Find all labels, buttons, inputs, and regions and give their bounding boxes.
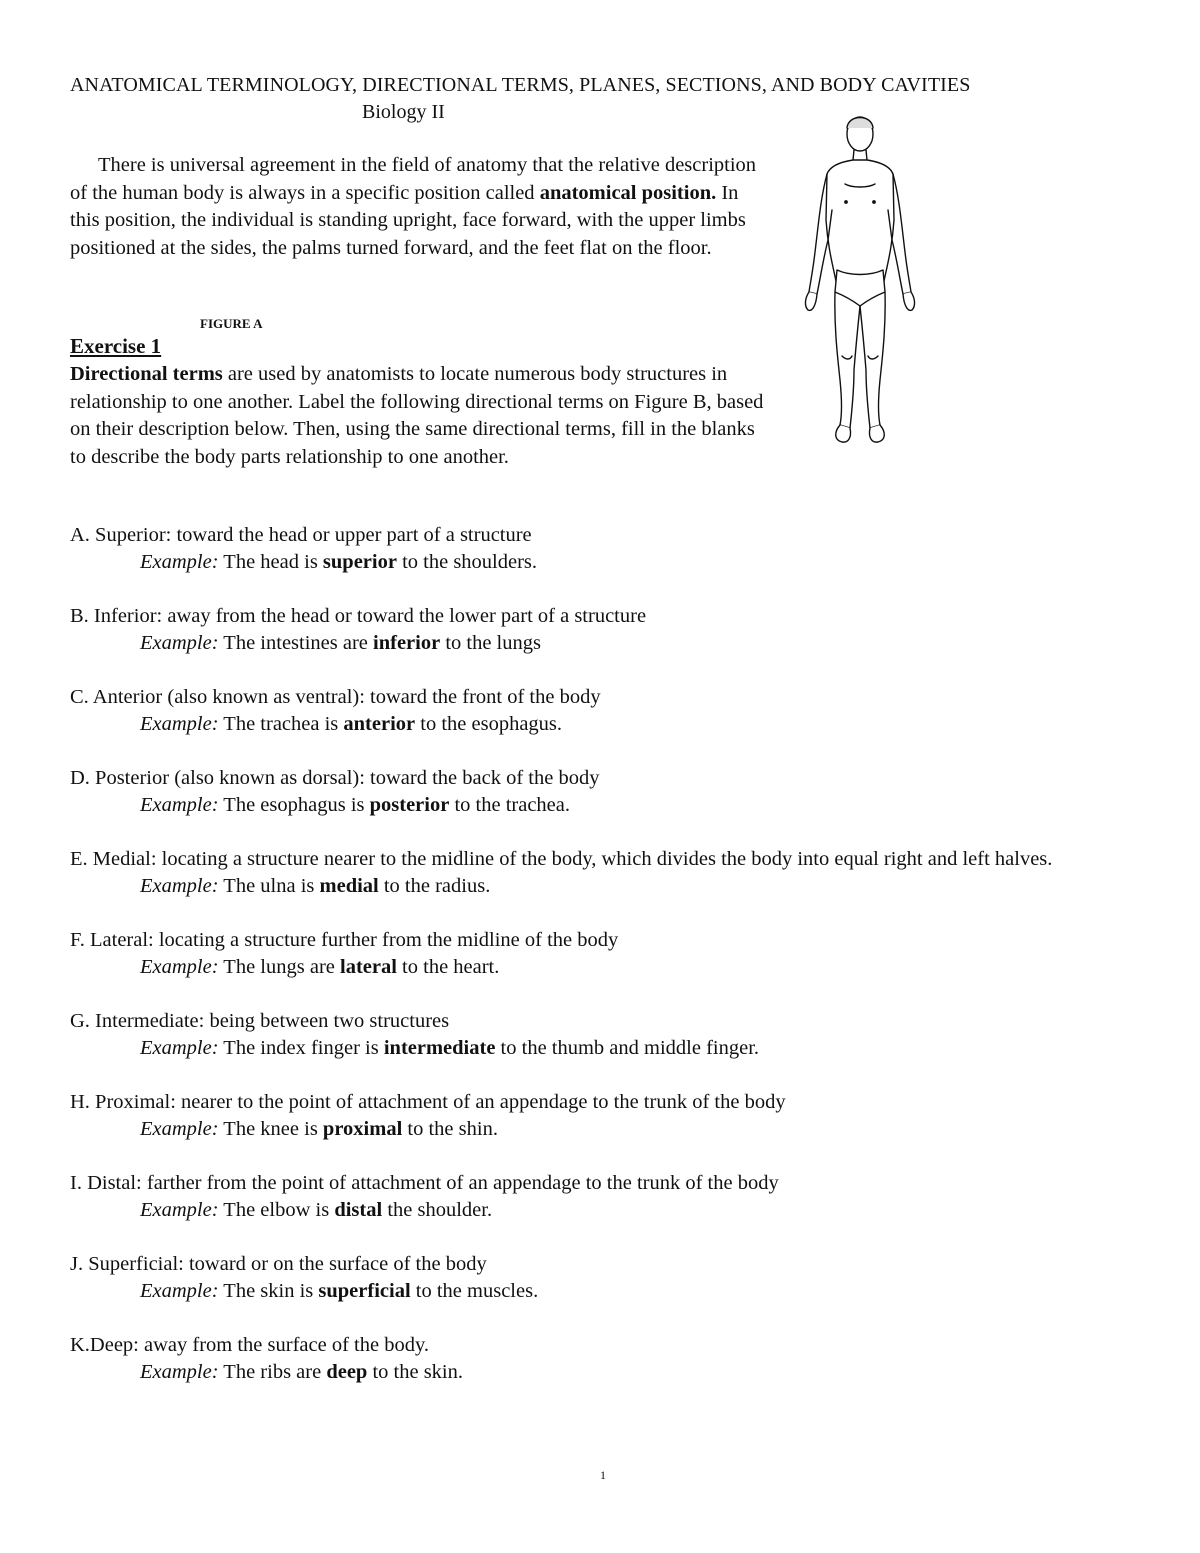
intro-text-2: In this position, the individual is standing upright, face forward, with the upper limbs positioned at the sides, the palms turned forward, and the feet flat on the floor.	[70, 181, 746, 259]
example-label: Example:	[140, 875, 219, 897]
figure-label: FIGURE A	[200, 316, 263, 331]
example-text-post: to the heart.	[396, 956, 500, 978]
example-text-post: to the shin.	[402, 1118, 498, 1140]
term-item	[70, 522, 1140, 576]
example-label: Example:	[140, 1118, 219, 1140]
example-label: Example:	[140, 1361, 219, 1383]
term-example	[70, 873, 1140, 900]
term-item	[70, 1170, 1140, 1224]
example-text-post: to the muscles.	[410, 1280, 539, 1302]
intro-text-1: There is universal agreement in the field of anatomy that the relative description of the human body is always in a specific position called	[70, 154, 757, 204]
example-bold-term: distal	[334, 1199, 383, 1221]
exercise-title: Exercise 1	[70, 334, 162, 358]
example-bold-term: medial	[319, 875, 379, 897]
example-bold-term: lateral	[340, 956, 397, 978]
term-definition: H. Proximal: nearer to the point of attachment of an appendage to the trunk of the body	[70, 1091, 786, 1113]
example-text-post: to the shoulders.	[396, 551, 538, 573]
example-label: Example:	[140, 1037, 219, 1059]
anatomical-position-figure	[790, 110, 930, 450]
example-bold-term: proximal	[322, 1118, 403, 1140]
example-text-pre: The lungs are	[218, 956, 340, 978]
term-example	[70, 630, 1140, 657]
term-example	[70, 1278, 1140, 1305]
term-definition: I. Distal: farther from the point of attachment of an appendage to the trunk of the body	[70, 1172, 779, 1194]
example-text-pre: The knee is	[218, 1118, 323, 1140]
term-item	[70, 684, 1140, 738]
term-item	[70, 765, 1140, 819]
example-text-post: to the skin.	[367, 1361, 463, 1383]
example-label: Example:	[140, 794, 219, 816]
example-bold-term: deep	[326, 1361, 368, 1383]
term-definition: C. Anterior (also known as ventral): toward the front of the body	[70, 686, 601, 708]
term-example	[70, 1035, 1140, 1062]
term-example	[70, 954, 1140, 981]
example-label: Example:	[140, 713, 219, 735]
term-item	[70, 1251, 1140, 1305]
example-bold-term: superior	[322, 551, 397, 573]
document-subtitle: Biology II	[362, 101, 445, 123]
intro-paragraph	[70, 152, 770, 262]
page-number: 1	[600, 1468, 606, 1482]
term-definition: B. Inferior: away from the head or toward the lower part of a structure	[70, 605, 647, 627]
example-bold-term: anterior	[343, 713, 416, 735]
term-example	[70, 792, 1140, 819]
term-item	[70, 1332, 1140, 1386]
example-text-pre: The trachea is	[218, 713, 344, 735]
example-text-pre: The intestines are	[218, 632, 374, 654]
intro-bold-term: anatomical position.	[539, 181, 717, 204]
exercise-instructions	[70, 361, 770, 471]
term-item	[70, 927, 1140, 981]
example-bold-term: inferior	[373, 632, 441, 654]
term-definition: J. Superficial: toward or on the surface of the body	[70, 1253, 487, 1275]
example-label: Example:	[140, 956, 219, 978]
term-definition: F. Lateral: locating a structure further from the midline of the body	[70, 929, 619, 951]
term-example	[70, 711, 1140, 738]
term-definition: E. Medial: locating a structure nearer to the midline of the body, which divides the body into equal right and left halves.	[70, 848, 1053, 870]
example-text-post: to the lungs	[440, 632, 541, 654]
example-text-post: to the esophagus.	[415, 713, 563, 735]
example-text-post: to the thumb and middle finger.	[495, 1037, 760, 1059]
term-item	[70, 1008, 1140, 1062]
term-example	[70, 1197, 1140, 1224]
term-definition: K.Deep: away from the surface of the body.	[70, 1334, 429, 1356]
example-text-post: the shoulder.	[382, 1199, 493, 1221]
example-text-pre: The head is	[218, 551, 323, 573]
example-text-pre: The index finger is	[218, 1037, 384, 1059]
example-label: Example:	[140, 1280, 219, 1302]
example-text-pre: The ribs are	[218, 1361, 327, 1383]
example-bold-term: intermediate	[383, 1037, 496, 1059]
document-title: ANATOMICAL TERMINOLOGY, DIRECTIONAL TERMS, PLANES, SECTIONS, AND BODY CAVITIES	[70, 74, 971, 96]
example-bold-term: posterior	[369, 794, 450, 816]
example-label: Example:	[140, 551, 219, 573]
term-definition: D. Posterior (also known as dorsal): toward the back of the body	[70, 767, 600, 789]
example-text-pre: The esophagus is	[218, 794, 370, 816]
term-example	[70, 549, 1140, 576]
example-label: Example:	[140, 632, 219, 654]
directional-terms-list	[70, 522, 1140, 1413]
term-item	[70, 1089, 1140, 1143]
exercise-bold-lead: Directional terms	[70, 363, 223, 385]
example-label: Example:	[140, 1199, 219, 1221]
term-example	[70, 1359, 1140, 1386]
term-definition: G. Intermediate: being between two structures	[70, 1010, 450, 1032]
term-item	[70, 603, 1140, 657]
exercise-body-text: are used by anatomists to locate numerous body structures in relationship to one another. Label the following directional terms on Figure B, based on their description below. Then, using the same directional terms, fill in the blanks to describe the body parts relationship to one another.	[70, 363, 764, 468]
example-bold-term: superficial	[318, 1280, 411, 1302]
example-text-post: to the radius.	[378, 875, 491, 897]
example-text-pre: The elbow is	[218, 1199, 335, 1221]
term-definition: A. Superior: toward the head or upper part of a structure	[70, 524, 532, 546]
example-text-post: to the trachea.	[449, 794, 570, 816]
example-text-pre: The skin is	[218, 1280, 319, 1302]
term-example	[70, 1116, 1140, 1143]
term-item	[70, 846, 1140, 900]
example-text-pre: The ulna is	[218, 875, 320, 897]
